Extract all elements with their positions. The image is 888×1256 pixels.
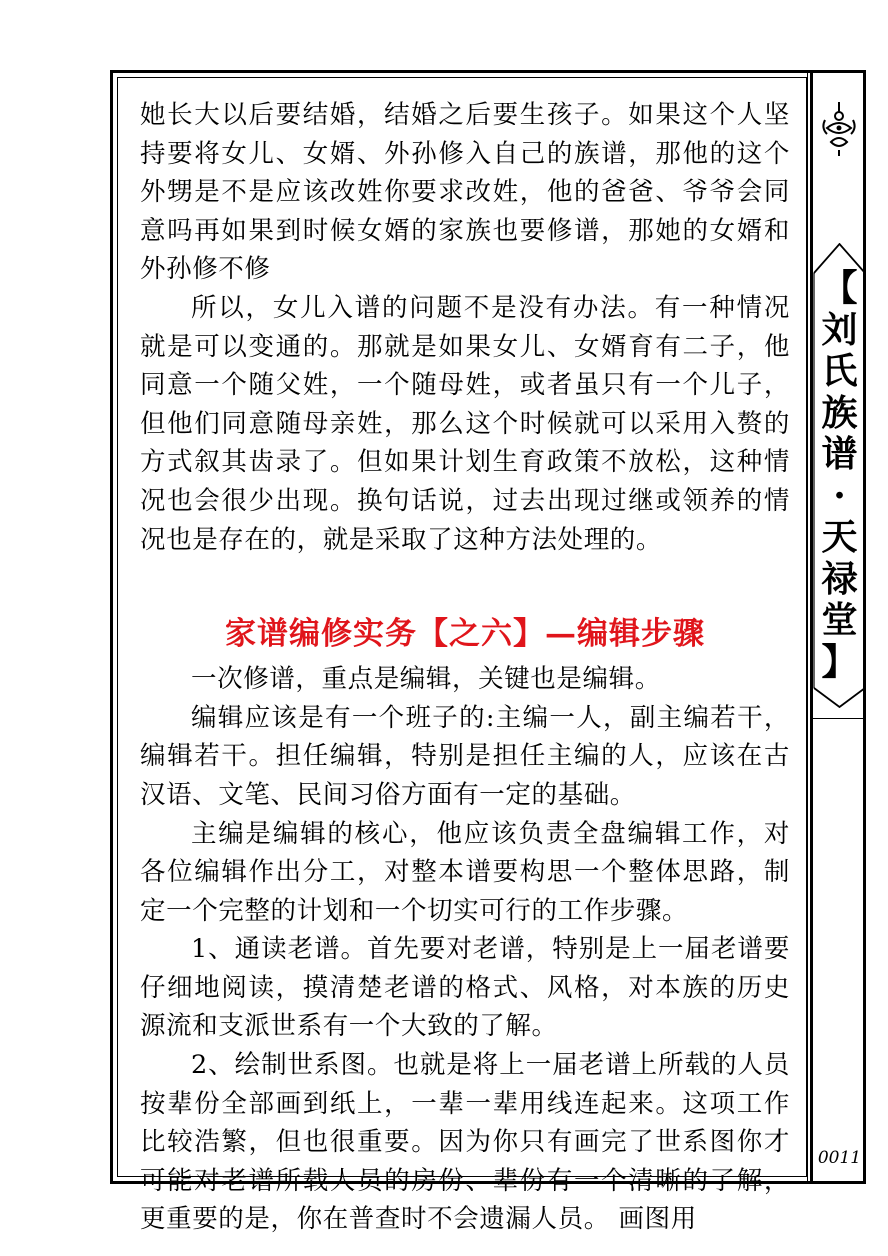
side-title-char: · — [833, 474, 846, 517]
side-panel — [813, 70, 866, 1184]
side-title-char: 堂 — [821, 599, 858, 642]
side-title — [813, 267, 866, 683]
paragraph: 2、绘制世系图。也就是将上一届老谱上所载的人员按辈份全部画到纸上，一辈一辈用线连起来。这项工作比较浩繁，但也很重要。因为你只有画完了世系图你才可能对老谱所载人员的房份、辈份有一个清晰的了解，更重要的是，你在普查时不会遗漏人员。 画图用 — [140, 1050, 790, 1235]
side-title-char: 族 — [821, 391, 858, 434]
page-number: 0011 — [817, 1148, 862, 1168]
paragraph: 编辑应该是有一个班子的:主编一人，副主编若干，编辑若干。担任编辑，特别是担任主编的人，应该在古汉语、文笔、民间习俗方面有一定的基础。 — [140, 702, 790, 810]
main-text — [140, 96, 790, 1239]
side-title-char: 天 — [821, 516, 858, 559]
side-title-char: 】 — [821, 640, 858, 683]
side-title-char: 刘 — [821, 308, 858, 351]
side-title-char: 【 — [821, 267, 858, 309]
paragraph: 主编是编辑的核心，他应该负责全盘编辑工作，对各位编辑作出分工，对整本谱要构思一个整体思路，制定一个完整的计划和一个切实可行的工作步骤。 — [140, 818, 790, 926]
side-title-char: 谱 — [821, 433, 858, 476]
paragraph: 她长大以后要结婚，结婚之后要生孩子。如果这个人坚持要将女儿、女婿、外孙修入自己的族谱，那他的这个外甥是不是应该改姓你要求改姓，他的爸爸、爷爷会同意吗再如果到时候女婿的家族也要修谱，那她的女婿和外孙修不修 — [140, 100, 790, 285]
paragraph: 1、通读老谱。首先要对老谱，特别是上一届老谱要仔细地阅读，摸清楚老谱的格式、风格，对本族的历史源流和支派世系有一个大致的了解。 — [140, 934, 790, 1042]
section-heading: 家谱编修实务【之六】—编辑步骤 — [225, 616, 705, 653]
decorative-knot-icon — [819, 98, 860, 158]
side-title-char: 氏 — [821, 350, 858, 393]
paragraph: 所以，女儿入谱的问题不是没有办法。有一种情况就是可以变通的。那就是如果女儿、女婿育有二子，他同意一个随父姓，一个随母姓，或者虽只有一个儿子，但他们同意随母亲姓，那么这个时候就可以采用入赘的方式叙其齿录了。但如果计划生育政策不放松，这种情况也会很少出现。换句话说，过去出现过继或领养的情况也是存在的，就是采取了这种方法处理的。 — [140, 292, 790, 555]
side-title-char: 禄 — [821, 557, 858, 600]
side-rule — [813, 718, 866, 719]
paragraph: 一次修谱，重点是编辑，关键也是编辑。 — [191, 664, 661, 695]
